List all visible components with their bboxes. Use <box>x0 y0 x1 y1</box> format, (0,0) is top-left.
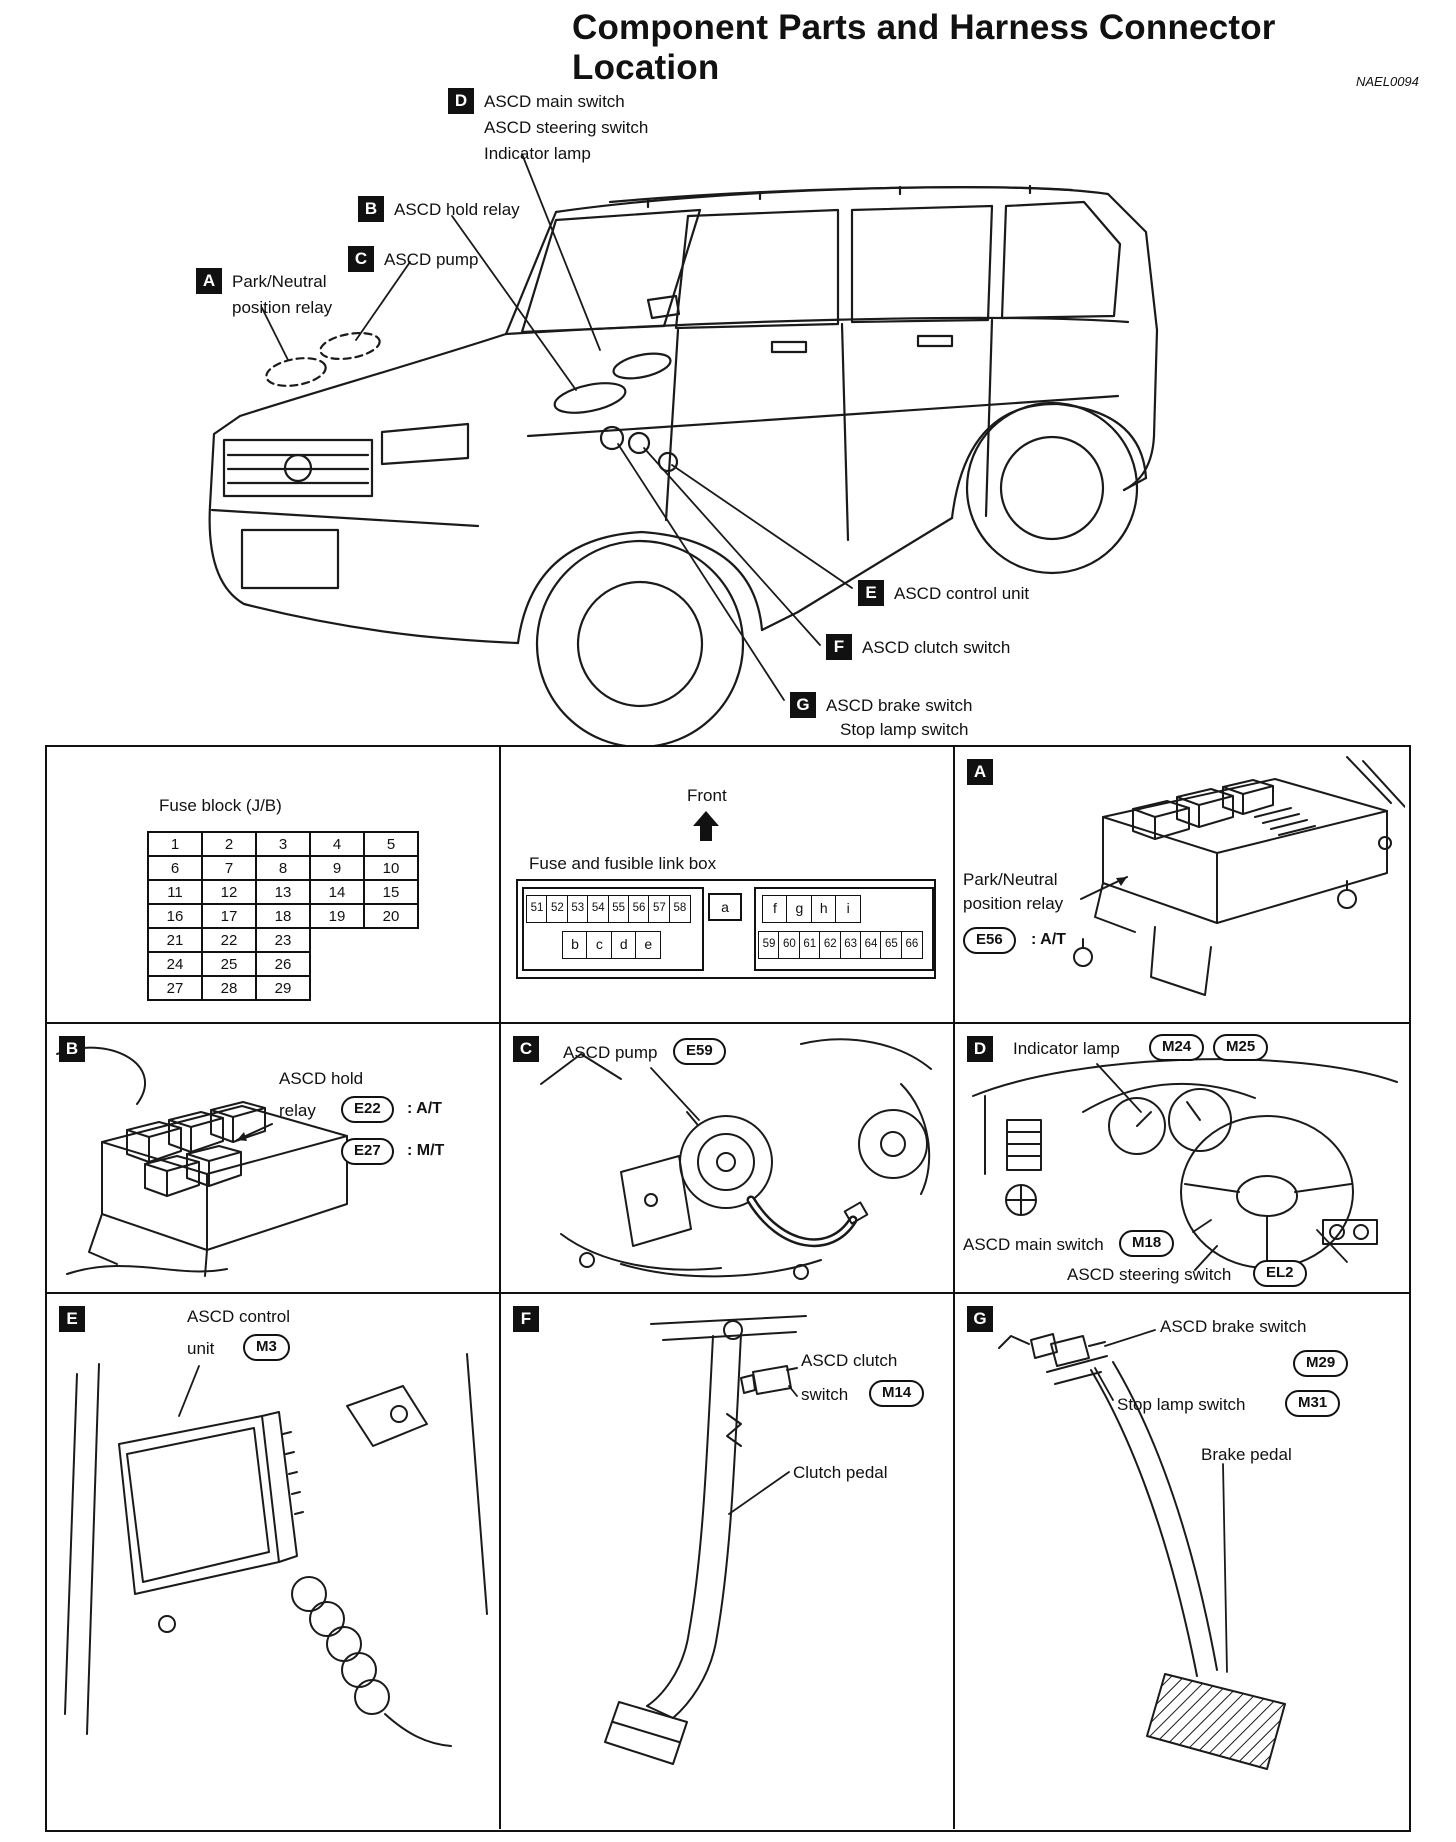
fuse-block-cell: 9 <box>310 856 364 880</box>
page-title-line1: Component Parts and Harness Connector <box>572 8 1276 47</box>
fuse-block-cell: 12 <box>202 880 256 904</box>
fuse-block-cell: 3 <box>256 832 310 856</box>
callout-b-badge: B <box>358 196 384 222</box>
panel-e-label-line2: unit <box>187 1339 215 1358</box>
fuse-cell: e <box>635 931 661 959</box>
panel-d <box>955 1024 1409 1294</box>
fuse-cell: b <box>562 931 588 959</box>
callout-f-badge: F <box>826 634 852 660</box>
connector-m24: M24 <box>1149 1034 1204 1061</box>
fuse-block-cell: 16 <box>148 904 202 928</box>
callout-d-badge: D <box>448 88 474 114</box>
fuse-cell: 52 <box>546 895 568 923</box>
fuse-block-cell: 23 <box>256 928 310 952</box>
callout-d-line2: ASCD steering switch <box>484 118 649 137</box>
fuse-block-cell: 8 <box>256 856 310 880</box>
fuse-block-cell: 1 <box>148 832 202 856</box>
front-arrow-icon <box>693 811 719 843</box>
fuse-block-row <box>148 832 418 856</box>
callout-a-line2: position relay <box>232 298 333 317</box>
front-arrow-stem <box>700 824 712 841</box>
connector-m3: M3 <box>243 1334 290 1361</box>
fuse-block-cell: 5 <box>364 832 418 856</box>
panel-b <box>47 1024 501 1294</box>
fuse-cell: 63 <box>840 931 862 959</box>
fuse-cell: i <box>835 895 861 923</box>
fuse-block-cell: 21 <box>148 928 202 952</box>
panel-f-badge: F <box>513 1306 539 1332</box>
fuse-block-cell: 10 <box>364 856 418 880</box>
connector-e22-suffix: : A/T <box>407 1100 442 1117</box>
panel-e-illustration <box>47 1294 497 1826</box>
fuse-cell: 60 <box>778 931 800 959</box>
fuse-block-cell: 11 <box>148 880 202 904</box>
panel-fuse-block <box>47 747 501 1024</box>
panel-a-label-line2: position relay <box>963 894 1064 913</box>
reference-code: NAEL0094 <box>1356 74 1419 89</box>
fuse-cell-a: a <box>708 893 742 921</box>
connector-m14: M14 <box>869 1380 924 1407</box>
fuse-cells-top-right <box>762 895 861 923</box>
fuse-cell: 65 <box>880 931 902 959</box>
fuse-cell: 61 <box>799 931 821 959</box>
panel-a <box>955 747 1409 1024</box>
panel-b-label-line1: ASCD hold <box>279 1069 364 1088</box>
fuse-cell: d <box>611 931 637 959</box>
fuse-block-cell: 17 <box>202 904 256 928</box>
connector-e27: E27 <box>341 1138 394 1165</box>
fuse-block-row <box>148 856 418 880</box>
fuse-cell: 57 <box>648 895 670 923</box>
indicator-lamp-label: Indicator lamp <box>1013 1039 1120 1058</box>
fuse-cell: g <box>786 895 812 923</box>
steering-switch-label: ASCD steering switch <box>1067 1265 1232 1284</box>
fuse-block-row <box>148 928 418 952</box>
callout-g-badge: G <box>790 692 816 718</box>
fuse-cell: 59 <box>758 931 780 959</box>
fuse-block-cell: 6 <box>148 856 202 880</box>
main-switch-label: ASCD main switch <box>963 1235 1104 1254</box>
connector-e27-suffix: : M/T <box>407 1142 445 1159</box>
fuse-cell: 56 <box>628 895 650 923</box>
connector-el2: EL2 <box>1253 1260 1307 1287</box>
fuse-block-cell: 15 <box>364 880 418 904</box>
fuse-block-cell: 19 <box>310 904 364 928</box>
fuse-cell: 62 <box>819 931 841 959</box>
vehicle-illustration <box>0 0 1456 745</box>
fuse-cell: c <box>586 931 612 959</box>
panel-f-label-line1: ASCD clutch <box>801 1351 898 1370</box>
fuse-block-cell: 18 <box>256 904 310 928</box>
connector-e22: E22 <box>341 1096 394 1123</box>
panel-c-badge: C <box>513 1036 539 1062</box>
fuse-block-title: Fuse block (J/B) <box>159 796 282 815</box>
fuse-block-cell: 25 <box>202 952 256 976</box>
fuse-cell: 53 <box>567 895 589 923</box>
fuse-block-cell: 20 <box>364 904 418 928</box>
clutch-pedal-label: Clutch pedal <box>793 1463 888 1482</box>
front-label: Front <box>687 786 727 805</box>
fuse-block-cell: 26 <box>256 952 310 976</box>
fuse-block-row <box>148 904 418 928</box>
fuse-link-box-title: Fuse and fusible link box <box>529 854 717 873</box>
callout-a-line1: Park/Neutral <box>232 272 327 291</box>
connector-m18: M18 <box>1119 1230 1174 1257</box>
fuse-block-row <box>148 952 418 976</box>
connector-e59: E59 <box>673 1038 726 1065</box>
fuse-block-cell: 7 <box>202 856 256 880</box>
callout-d-line1: ASCD main switch <box>484 92 625 111</box>
fuse-block-cell: 2 <box>202 832 256 856</box>
panel-e <box>47 1294 501 1829</box>
callout-c-label: ASCD pump <box>384 250 479 269</box>
panel-a-label-line1: Park/Neutral <box>963 870 1058 889</box>
panel-f <box>501 1294 955 1829</box>
fuse-cells-bottom-right <box>758 931 923 959</box>
callout-d-line3: Indicator lamp <box>484 144 591 163</box>
connector-m29: M29 <box>1293 1350 1348 1377</box>
fuse-block-row <box>148 976 418 1000</box>
panel-b-badge: B <box>59 1036 85 1062</box>
panel-g <box>955 1294 1409 1829</box>
fuse-cell: h <box>811 895 837 923</box>
fuse-block-table <box>147 831 419 1001</box>
connector-e56-suffix: : A/T <box>1031 931 1066 948</box>
page-title-line2: Location <box>572 48 720 87</box>
callout-g-line2: Stop lamp switch <box>840 720 969 739</box>
callout-e-label: ASCD control unit <box>894 584 1030 603</box>
detail-grid <box>45 745 1411 1832</box>
fuse-block-cell: 24 <box>148 952 202 976</box>
fuse-cell: 58 <box>669 895 691 923</box>
panel-f-illustration <box>501 1294 951 1826</box>
connector-m31: M31 <box>1285 1390 1340 1417</box>
callout-a-badge: A <box>196 268 222 294</box>
fuse-block-cell: 4 <box>310 832 364 856</box>
connector-e56: E56 <box>963 927 1016 954</box>
callout-b-label: ASCD hold relay <box>394 200 520 219</box>
fuse-cell: 51 <box>526 895 548 923</box>
panel-d-badge: D <box>967 1036 993 1062</box>
fuse-block-row <box>148 880 418 904</box>
panel-b-label-line2: relay <box>279 1101 316 1120</box>
fuse-cell: 66 <box>901 931 923 959</box>
fuse-block-cell: 28 <box>202 976 256 1000</box>
fuse-block-cell: 27 <box>148 976 202 1000</box>
callout-f-label: ASCD clutch switch <box>862 638 1011 657</box>
panel-a-badge: A <box>967 759 993 785</box>
stop-lamp-switch-label: Stop lamp switch <box>1117 1395 1246 1414</box>
panel-c <box>501 1024 955 1294</box>
panel-e-label-line1: ASCD control <box>187 1307 290 1326</box>
panel-c-label: ASCD pump <box>563 1043 658 1062</box>
fuse-block-cell: 13 <box>256 880 310 904</box>
connector-m25: M25 <box>1213 1034 1268 1061</box>
fuse-cell: 55 <box>608 895 630 923</box>
fuse-cells-bottom-left <box>562 931 661 959</box>
panel-e-badge: E <box>59 1306 85 1332</box>
panel-f-label-line2: switch <box>801 1385 849 1404</box>
callout-g-line1: ASCD brake switch <box>826 696 973 715</box>
fuse-link-box-outline <box>516 879 936 979</box>
panel-fuse-link-box <box>501 747 955 1024</box>
fuse-cells-top-left <box>526 895 691 923</box>
callout-e-badge: E <box>858 580 884 606</box>
panel-c-illustration <box>501 1024 951 1291</box>
fuse-cell: 54 <box>587 895 609 923</box>
brake-pedal-label: Brake pedal <box>1201 1445 1292 1464</box>
fuse-block-cell: 29 <box>256 976 310 1000</box>
fuse-cell: 64 <box>860 931 882 959</box>
callout-c-badge: C <box>348 246 374 272</box>
brake-switch-label: ASCD brake switch <box>1160 1317 1307 1336</box>
panel-g-badge: G <box>967 1306 993 1332</box>
fuse-block-cell: 14 <box>310 880 364 904</box>
fuse-cell: f <box>762 895 788 923</box>
fuse-block-cell: 22 <box>202 928 256 952</box>
